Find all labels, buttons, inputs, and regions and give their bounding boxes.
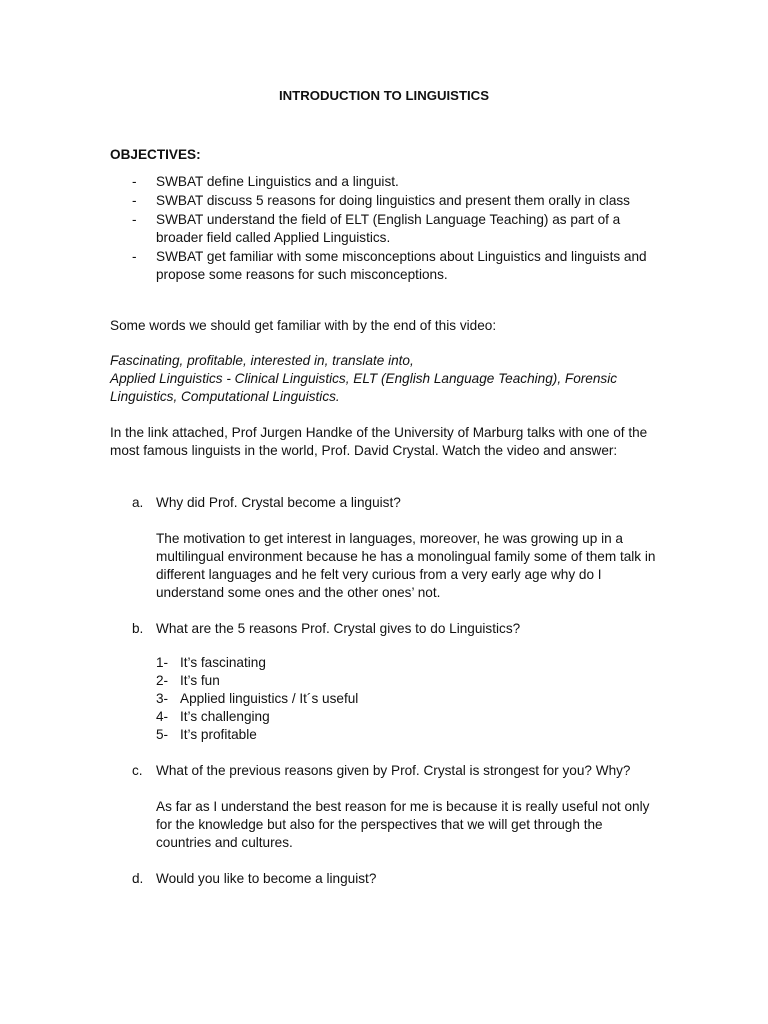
bullet-dash: - bbox=[132, 174, 137, 189]
reason-number: 1- bbox=[156, 655, 169, 670]
vocab-intro: Some words we should get familiar with by the end of this video: bbox=[110, 318, 497, 333]
reason-text: It’s fascinating bbox=[180, 655, 266, 670]
reason-number: 5- bbox=[156, 727, 169, 742]
question-marker: c. bbox=[132, 763, 143, 778]
reason-number: 2- bbox=[156, 673, 169, 688]
question-marker: b. bbox=[132, 621, 144, 636]
question-text: Would you like to become a linguist? bbox=[156, 871, 377, 886]
reason-text: It’s challenging bbox=[180, 709, 270, 724]
objectives-heading: OBJECTIVES: bbox=[110, 147, 201, 162]
question-marker: a. bbox=[132, 495, 144, 510]
reasons-list bbox=[156, 654, 358, 744]
vocab-line-2: Applied Linguistics - Clinical Linguistics, ELT (English Language Teaching), Forensic Linguistics, Computational Linguistics. bbox=[110, 371, 618, 404]
bullet-dash: - bbox=[132, 212, 137, 227]
list-item bbox=[110, 248, 670, 284]
answer-c: As far as I understand the best reason for me is because it is really useful not only for the knowledge but also for the perspectives that we will get through the countries and cultures. bbox=[156, 799, 650, 850]
bullet-dash: - bbox=[132, 193, 137, 208]
document-title: INTRODUCTION TO LINGUISTICS bbox=[278, 88, 490, 103]
reason-number: 4- bbox=[156, 709, 169, 724]
question-text: What of the previous reasons given by Prof. Crystal is strongest for you? Why? bbox=[156, 763, 631, 778]
list-item bbox=[110, 173, 670, 191]
list-item bbox=[156, 708, 358, 726]
question-text: Why did Prof. Crystal become a linguist? bbox=[156, 495, 401, 510]
reason-text: It’s profitable bbox=[180, 727, 257, 742]
list-item bbox=[156, 672, 358, 690]
list-item bbox=[156, 654, 358, 672]
reason-number: 3- bbox=[156, 691, 169, 706]
question-marker: d. bbox=[132, 871, 144, 886]
list-item bbox=[110, 211, 670, 247]
list-item bbox=[156, 726, 358, 744]
objective-text: SWBAT define Linguistics and a linguist. bbox=[156, 174, 399, 189]
intro-paragraph: In the link attached, Prof Jurgen Handke of the University of Marburg talks with one of the most famous linguists in the world, Prof. David Crystal. Watch the video and answer: bbox=[110, 425, 648, 458]
objective-text: SWBAT get familiar with some misconceptions about Linguistics and linguists and propose some reasons for such misconceptions. bbox=[156, 249, 647, 282]
objectives-list bbox=[110, 173, 670, 285]
answer-a: The motivation to get interest in languages, moreover, he was growing up in a multilingual environment because he has a monolingual family some of them talk in different languages and he felt very curious from a very early age why do I understand some ones and the other ones’ not. bbox=[156, 531, 656, 600]
list-item bbox=[110, 192, 670, 210]
bullet-dash: - bbox=[132, 249, 137, 264]
objective-text: SWBAT discuss 5 reasons for doing linguistics and present them orally in class bbox=[156, 193, 630, 208]
reason-text: It’s fun bbox=[180, 673, 220, 688]
reason-text: Applied linguistics / It´s useful bbox=[180, 691, 359, 706]
list-item bbox=[156, 690, 358, 708]
objective-text: SWBAT understand the field of ELT (English Language Teaching) as part of a broader field called Applied Linguistics. bbox=[156, 212, 621, 245]
vocab-line-1: Fascinating, profitable, interested in, translate into, bbox=[110, 353, 414, 368]
question-text: What are the 5 reasons Prof. Crystal gives to do Linguistics? bbox=[156, 621, 521, 636]
